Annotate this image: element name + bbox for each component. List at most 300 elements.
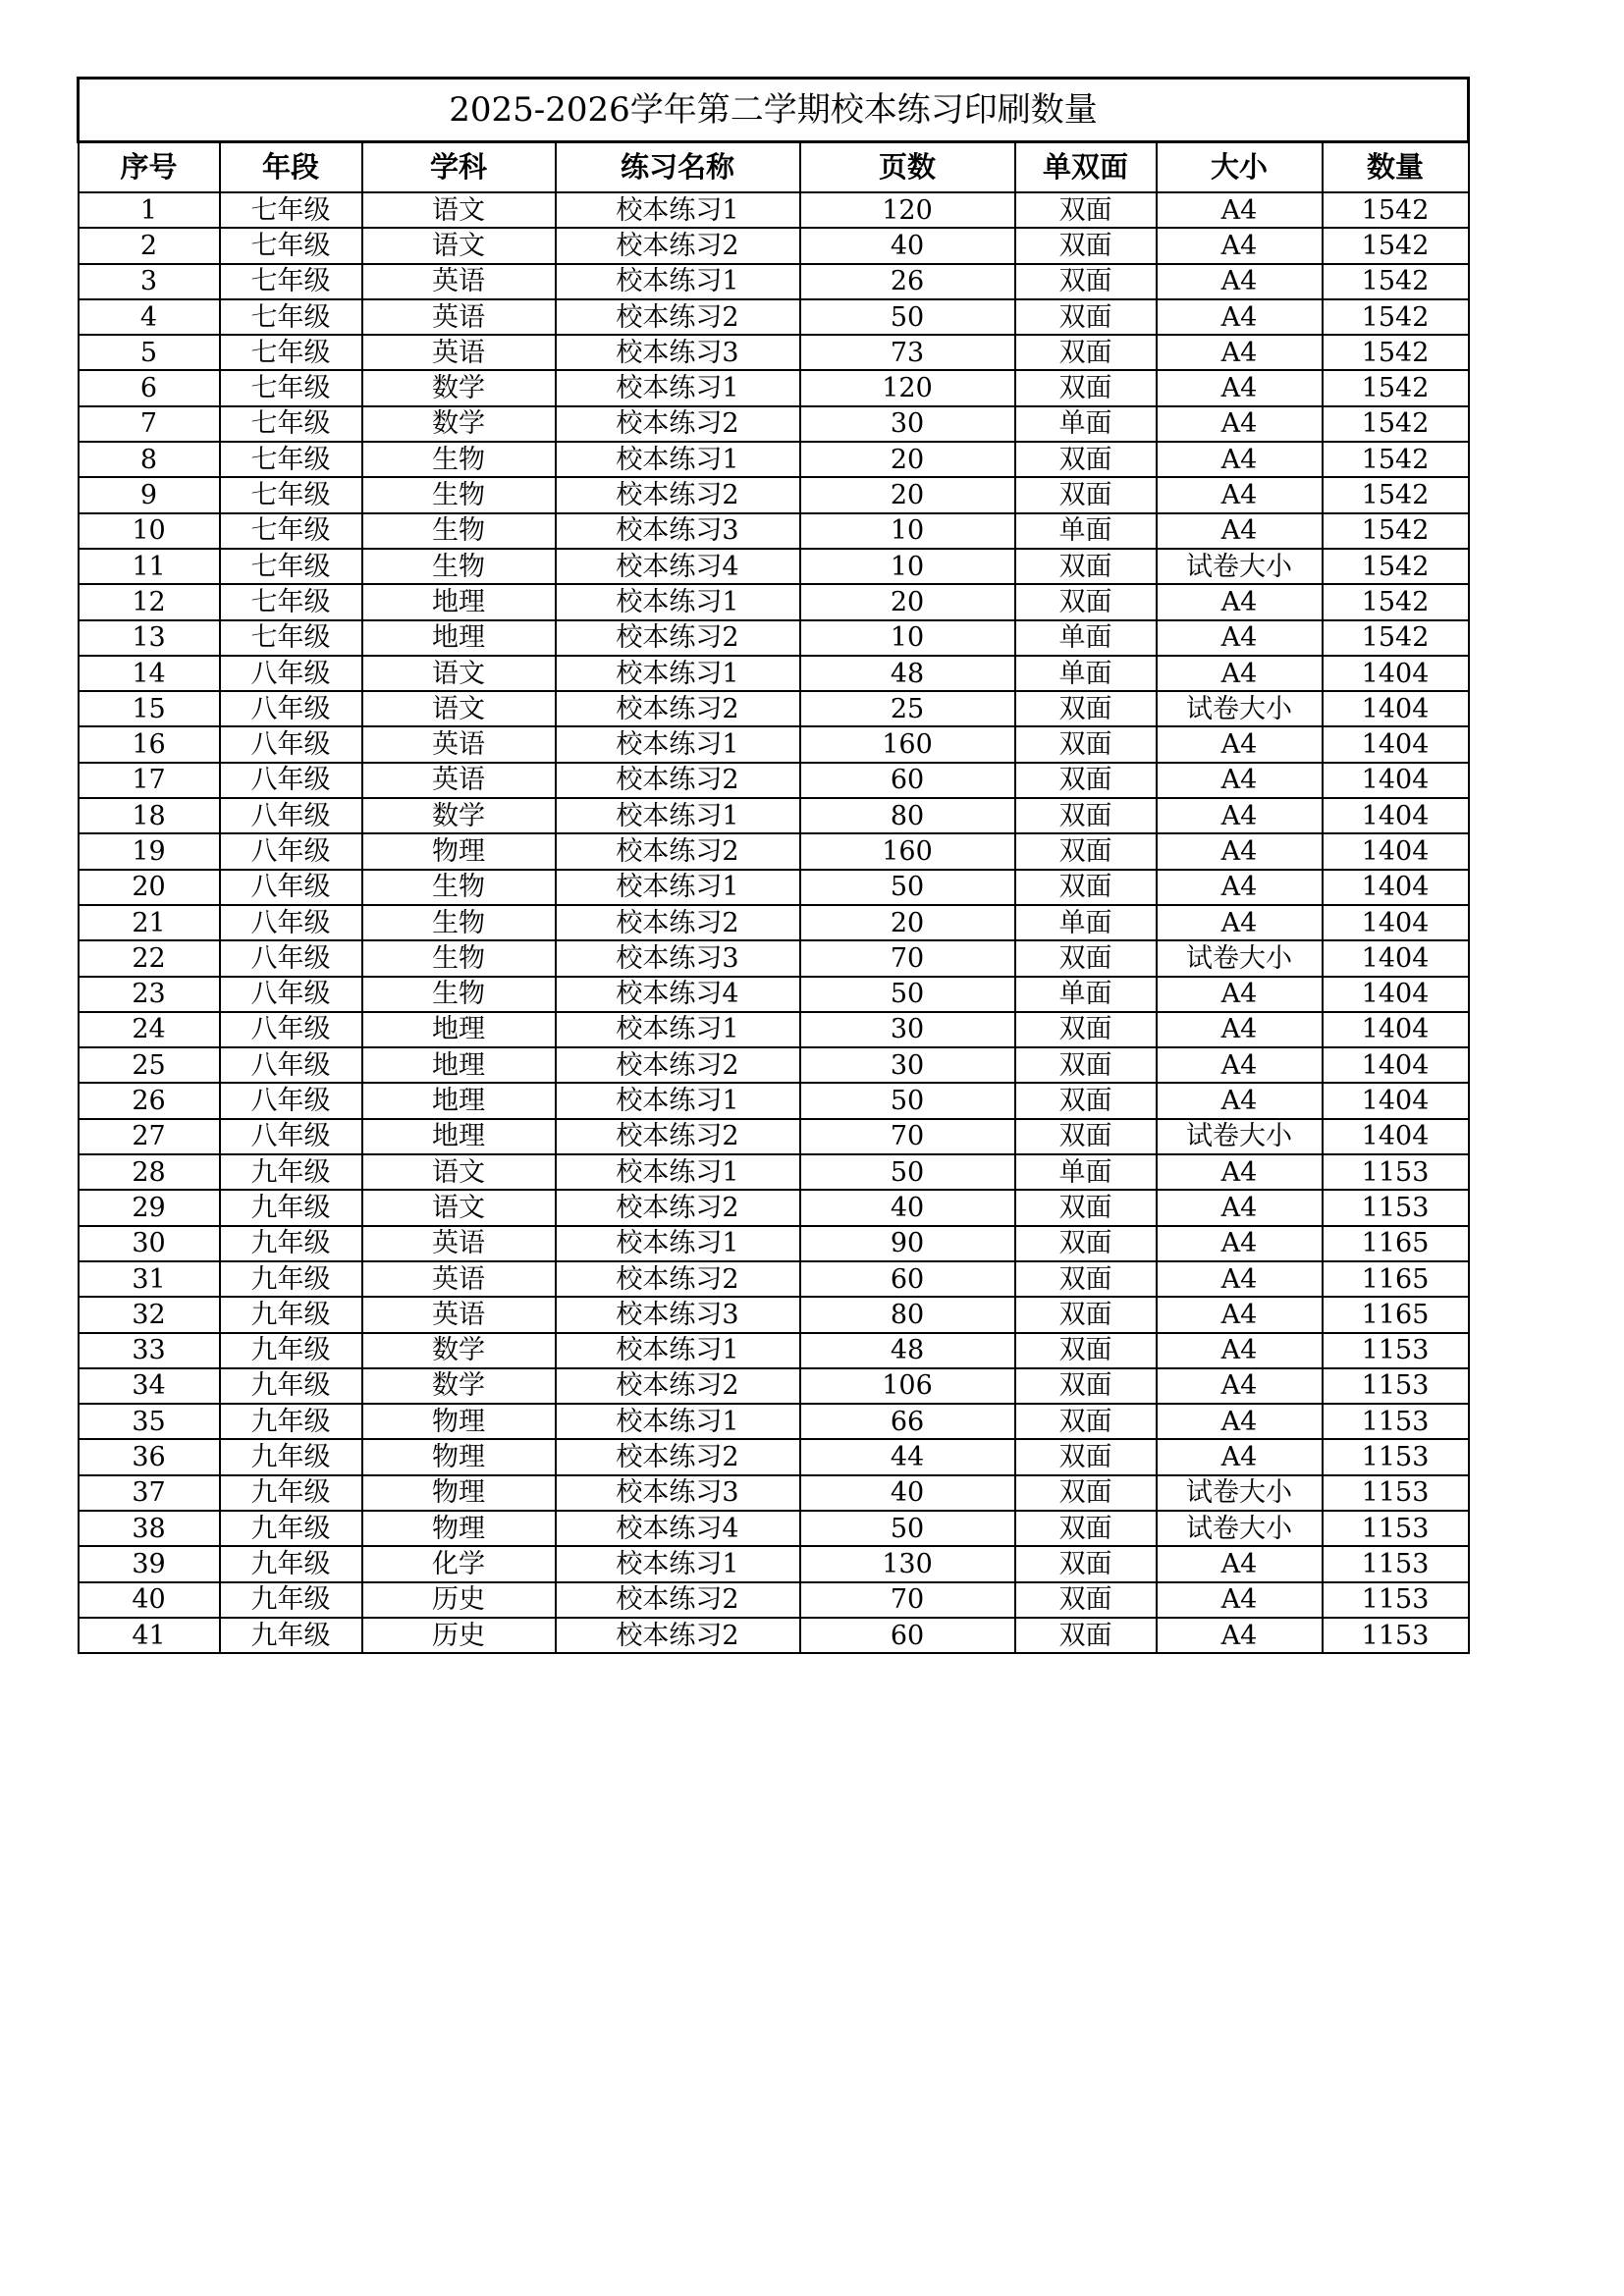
cell-grade: 八年级	[220, 940, 362, 976]
cell-pages: 10	[800, 513, 1015, 549]
cell-index: 3	[79, 264, 220, 299]
cell-quantity: 1153	[1323, 1582, 1469, 1618]
cell-grade: 八年级	[220, 798, 362, 833]
cell-exercise-name: 校本练习1	[556, 264, 800, 299]
col-header-size: 大小	[1157, 142, 1323, 193]
cell-exercise-name: 校本练习1	[556, 1154, 800, 1190]
cell-size: A4	[1157, 1190, 1323, 1225]
cell-grade: 八年级	[220, 1083, 362, 1118]
cell-pages: 160	[800, 726, 1015, 762]
cell-sides: 双面	[1015, 1333, 1157, 1368]
cell-grade: 九年级	[220, 1154, 362, 1190]
cell-index: 1	[79, 192, 220, 228]
table-row	[79, 264, 1469, 299]
cell-grade: 八年级	[220, 870, 362, 905]
cell-sides: 双面	[1015, 691, 1157, 726]
cell-subject: 英语	[362, 1261, 556, 1297]
cell-subject: 数学	[362, 1333, 556, 1368]
cell-quantity: 1153	[1323, 1618, 1469, 1653]
cell-pages: 80	[800, 1297, 1015, 1332]
table-row	[79, 370, 1469, 405]
cell-index: 17	[79, 763, 220, 798]
cell-subject: 英语	[362, 264, 556, 299]
cell-sides: 双面	[1015, 370, 1157, 405]
cell-index: 24	[79, 1012, 220, 1047]
cell-size: A4	[1157, 335, 1323, 370]
cell-sides: 双面	[1015, 1012, 1157, 1047]
cell-index: 2	[79, 228, 220, 263]
cell-pages: 50	[800, 977, 1015, 1012]
cell-pages: 73	[800, 335, 1015, 370]
cell-pages: 60	[800, 763, 1015, 798]
cell-quantity: 1153	[1323, 1333, 1469, 1368]
cell-quantity: 1404	[1323, 905, 1469, 940]
cell-subject: 语文	[362, 1154, 556, 1190]
cell-quantity: 1542	[1323, 370, 1469, 405]
cell-sides: 双面	[1015, 1297, 1157, 1332]
cell-pages: 20	[800, 442, 1015, 477]
cell-grade: 九年级	[220, 1226, 362, 1261]
cell-pages: 80	[800, 798, 1015, 833]
cell-exercise-name: 校本练习2	[556, 1368, 800, 1404]
cell-pages: 66	[800, 1404, 1015, 1439]
cell-quantity: 1542	[1323, 620, 1469, 656]
table-row	[79, 763, 1469, 798]
table-row	[79, 726, 1469, 762]
cell-grade: 九年级	[220, 1261, 362, 1297]
cell-subject: 地理	[362, 1012, 556, 1047]
table-row	[79, 1333, 1469, 1368]
cell-size: 试卷大小	[1157, 1475, 1323, 1511]
cell-index: 31	[79, 1261, 220, 1297]
cell-index: 18	[79, 798, 220, 833]
cell-exercise-name: 校本练习4	[556, 977, 800, 1012]
cell-exercise-name: 校本练习3	[556, 335, 800, 370]
cell-size: A4	[1157, 192, 1323, 228]
cell-grade: 七年级	[220, 228, 362, 263]
cell-sides: 双面	[1015, 584, 1157, 619]
cell-exercise-name: 校本练习1	[556, 1226, 800, 1261]
cell-quantity: 1404	[1323, 691, 1469, 726]
cell-pages: 20	[800, 905, 1015, 940]
cell-exercise-name: 校本练习2	[556, 620, 800, 656]
cell-subject: 历史	[362, 1582, 556, 1618]
cell-subject: 生物	[362, 513, 556, 549]
cell-size: A4	[1157, 1618, 1323, 1653]
cell-subject: 语文	[362, 1190, 556, 1225]
table-row	[79, 691, 1469, 726]
cell-index: 33	[79, 1333, 220, 1368]
cell-size: A4	[1157, 1047, 1323, 1083]
table-row	[79, 905, 1469, 940]
cell-pages: 160	[800, 833, 1015, 869]
cell-exercise-name: 校本练习2	[556, 691, 800, 726]
table-row	[79, 584, 1469, 619]
table-row	[79, 1404, 1469, 1439]
cell-sides: 双面	[1015, 1261, 1157, 1297]
cell-grade: 八年级	[220, 1012, 362, 1047]
cell-index: 12	[79, 584, 220, 619]
table-row	[79, 1190, 1469, 1225]
cell-exercise-name: 校本练习3	[556, 1297, 800, 1332]
col-header-exercise-name: 练习名称	[556, 142, 800, 193]
table-row	[79, 620, 1469, 656]
cell-index: 41	[79, 1618, 220, 1653]
cell-pages: 50	[800, 870, 1015, 905]
cell-pages: 120	[800, 370, 1015, 405]
cell-grade: 九年级	[220, 1582, 362, 1618]
cell-quantity: 1404	[1323, 656, 1469, 691]
cell-sides: 单面	[1015, 620, 1157, 656]
cell-grade: 七年级	[220, 513, 362, 549]
cell-index: 34	[79, 1368, 220, 1404]
cell-exercise-name: 校本练习1	[556, 1404, 800, 1439]
cell-size: A4	[1157, 763, 1323, 798]
cell-sides: 双面	[1015, 549, 1157, 584]
table-row	[79, 1582, 1469, 1618]
cell-size: A4	[1157, 905, 1323, 940]
cell-exercise-name: 校本练习1	[556, 370, 800, 405]
cell-index: 7	[79, 406, 220, 442]
cell-size: A4	[1157, 1297, 1323, 1332]
cell-exercise-name: 校本练习1	[556, 656, 800, 691]
cell-subject: 物理	[362, 1511, 556, 1546]
cell-quantity: 1542	[1323, 264, 1469, 299]
cell-size: A4	[1157, 833, 1323, 869]
cell-index: 40	[79, 1582, 220, 1618]
cell-exercise-name: 校本练习2	[556, 1047, 800, 1083]
cell-grade: 七年级	[220, 406, 362, 442]
cell-sides: 双面	[1015, 1404, 1157, 1439]
cell-index: 11	[79, 549, 220, 584]
cell-sides: 单面	[1015, 406, 1157, 442]
cell-size: A4	[1157, 1404, 1323, 1439]
cell-size: A4	[1157, 1439, 1323, 1474]
table-title: 2025-2026学年第二学期校本练习印刷数量	[79, 79, 1469, 142]
cell-quantity: 1404	[1323, 726, 1469, 762]
cell-index: 29	[79, 1190, 220, 1225]
cell-index: 37	[79, 1475, 220, 1511]
cell-exercise-name: 校本练习2	[556, 1119, 800, 1154]
cell-grade: 七年级	[220, 264, 362, 299]
col-header-pages: 页数	[800, 142, 1015, 193]
cell-size: A4	[1157, 370, 1323, 405]
cell-subject: 数学	[362, 370, 556, 405]
cell-size: A4	[1157, 798, 1323, 833]
cell-exercise-name: 校本练习2	[556, 299, 800, 335]
cell-index: 14	[79, 656, 220, 691]
cell-pages: 30	[800, 1047, 1015, 1083]
print-quantity-table	[77, 77, 1470, 1654]
cell-index: 4	[79, 299, 220, 335]
cell-exercise-name: 校本练习2	[556, 1618, 800, 1653]
cell-pages: 50	[800, 1511, 1015, 1546]
cell-sides: 双面	[1015, 870, 1157, 905]
col-header-sides: 单双面	[1015, 142, 1157, 193]
cell-quantity: 1153	[1323, 1190, 1469, 1225]
cell-sides: 双面	[1015, 264, 1157, 299]
cell-subject: 英语	[362, 299, 556, 335]
table-row	[79, 1546, 1469, 1581]
cell-size: 试卷大小	[1157, 691, 1323, 726]
cell-subject: 地理	[362, 1047, 556, 1083]
cell-index: 23	[79, 977, 220, 1012]
cell-quantity: 1404	[1323, 870, 1469, 905]
cell-quantity: 1542	[1323, 513, 1469, 549]
cell-size: 试卷大小	[1157, 940, 1323, 976]
cell-quantity: 1542	[1323, 442, 1469, 477]
cell-grade: 八年级	[220, 1119, 362, 1154]
cell-size: A4	[1157, 1012, 1323, 1047]
table-row	[79, 442, 1469, 477]
cell-subject: 数学	[362, 1368, 556, 1404]
cell-exercise-name: 校本练习3	[556, 1475, 800, 1511]
cell-subject: 语文	[362, 691, 556, 726]
cell-subject: 生物	[362, 905, 556, 940]
table-row	[79, 977, 1469, 1012]
cell-grade: 九年级	[220, 1546, 362, 1581]
cell-exercise-name: 校本练习4	[556, 549, 800, 584]
cell-exercise-name: 校本练习3	[556, 940, 800, 976]
cell-size: A4	[1157, 513, 1323, 549]
cell-sides: 双面	[1015, 1511, 1157, 1546]
table-row	[79, 477, 1469, 512]
cell-sides: 双面	[1015, 1190, 1157, 1225]
cell-quantity: 1542	[1323, 549, 1469, 584]
table-row	[79, 656, 1469, 691]
cell-exercise-name: 校本练习1	[556, 1083, 800, 1118]
table-row	[79, 798, 1469, 833]
cell-subject: 地理	[362, 1083, 556, 1118]
table-row	[79, 870, 1469, 905]
table-row	[79, 940, 1469, 976]
cell-sides: 双面	[1015, 1226, 1157, 1261]
cell-pages: 60	[800, 1261, 1015, 1297]
cell-grade: 七年级	[220, 549, 362, 584]
cell-quantity: 1404	[1323, 1119, 1469, 1154]
cell-grade: 七年级	[220, 192, 362, 228]
col-header-quantity: 数量	[1323, 142, 1469, 193]
cell-pages: 60	[800, 1618, 1015, 1653]
cell-quantity: 1404	[1323, 798, 1469, 833]
cell-sides: 双面	[1015, 763, 1157, 798]
table-row	[79, 1226, 1469, 1261]
table-row	[79, 1439, 1469, 1474]
col-header-subject: 学科	[362, 142, 556, 193]
cell-grade: 七年级	[220, 335, 362, 370]
cell-pages: 130	[800, 1546, 1015, 1581]
cell-size: A4	[1157, 1333, 1323, 1368]
cell-quantity: 1404	[1323, 763, 1469, 798]
cell-quantity: 1542	[1323, 335, 1469, 370]
cell-subject: 英语	[362, 1226, 556, 1261]
cell-pages: 70	[800, 1119, 1015, 1154]
cell-index: 13	[79, 620, 220, 656]
table-row	[79, 1047, 1469, 1083]
cell-grade: 八年级	[220, 905, 362, 940]
cell-pages: 26	[800, 264, 1015, 299]
cell-quantity: 1542	[1323, 299, 1469, 335]
cell-index: 5	[79, 335, 220, 370]
cell-subject: 生物	[362, 977, 556, 1012]
cell-subject: 英语	[362, 726, 556, 762]
cell-exercise-name: 校本练习2	[556, 1582, 800, 1618]
table-row	[79, 1261, 1469, 1297]
cell-index: 39	[79, 1546, 220, 1581]
cell-size: A4	[1157, 477, 1323, 512]
cell-sides: 双面	[1015, 1047, 1157, 1083]
cell-pages: 40	[800, 228, 1015, 263]
cell-exercise-name: 校本练习1	[556, 584, 800, 619]
cell-size: A4	[1157, 1368, 1323, 1404]
cell-grade: 八年级	[220, 763, 362, 798]
table-row	[79, 1511, 1469, 1546]
cell-subject: 物理	[362, 1475, 556, 1511]
cell-exercise-name: 校本练习4	[556, 1511, 800, 1546]
cell-size: A4	[1157, 299, 1323, 335]
cell-pages: 30	[800, 1012, 1015, 1047]
cell-subject: 英语	[362, 1297, 556, 1332]
cell-sides: 单面	[1015, 905, 1157, 940]
cell-pages: 40	[800, 1190, 1015, 1225]
cell-size: A4	[1157, 228, 1323, 263]
cell-sides: 单面	[1015, 513, 1157, 549]
cell-subject: 生物	[362, 442, 556, 477]
cell-exercise-name: 校本练习1	[556, 1012, 800, 1047]
cell-grade: 八年级	[220, 726, 362, 762]
cell-subject: 数学	[362, 406, 556, 442]
cell-pages: 30	[800, 406, 1015, 442]
cell-subject: 语文	[362, 228, 556, 263]
table-row	[79, 1618, 1469, 1653]
cell-subject: 历史	[362, 1618, 556, 1653]
cell-index: 22	[79, 940, 220, 976]
cell-index: 26	[79, 1083, 220, 1118]
cell-quantity: 1153	[1323, 1475, 1469, 1511]
table-row	[79, 549, 1469, 584]
cell-grade: 九年级	[220, 1297, 362, 1332]
cell-grade: 八年级	[220, 977, 362, 1012]
cell-size: A4	[1157, 1083, 1323, 1118]
cell-pages: 106	[800, 1368, 1015, 1404]
cell-sides: 双面	[1015, 1582, 1157, 1618]
cell-subject: 物理	[362, 1404, 556, 1439]
cell-quantity: 1153	[1323, 1368, 1469, 1404]
cell-sides: 双面	[1015, 335, 1157, 370]
cell-index: 36	[79, 1439, 220, 1474]
cell-subject: 英语	[362, 335, 556, 370]
cell-grade: 九年级	[220, 1190, 362, 1225]
col-header-index: 序号	[79, 142, 220, 193]
cell-sides: 双面	[1015, 192, 1157, 228]
cell-pages: 70	[800, 1582, 1015, 1618]
cell-grade: 九年级	[220, 1618, 362, 1653]
cell-pages: 25	[800, 691, 1015, 726]
table-row	[79, 1083, 1469, 1118]
cell-grade: 八年级	[220, 833, 362, 869]
cell-quantity: 1542	[1323, 477, 1469, 512]
cell-pages: 50	[800, 299, 1015, 335]
cell-quantity: 1542	[1323, 192, 1469, 228]
cell-sides: 单面	[1015, 977, 1157, 1012]
table-row	[79, 335, 1469, 370]
cell-size: A4	[1157, 1154, 1323, 1190]
cell-subject: 物理	[362, 833, 556, 869]
cell-exercise-name: 校本练习2	[556, 763, 800, 798]
cell-sides: 双面	[1015, 1546, 1157, 1581]
cell-quantity: 1404	[1323, 833, 1469, 869]
cell-grade: 七年级	[220, 584, 362, 619]
cell-sides: 双面	[1015, 1618, 1157, 1653]
cell-subject: 数学	[362, 798, 556, 833]
cell-sides: 双面	[1015, 798, 1157, 833]
cell-subject: 地理	[362, 620, 556, 656]
cell-size: A4	[1157, 620, 1323, 656]
cell-index: 16	[79, 726, 220, 762]
cell-size: 试卷大小	[1157, 1119, 1323, 1154]
table-row	[79, 1475, 1469, 1511]
cell-sides: 双面	[1015, 940, 1157, 976]
cell-sides: 双面	[1015, 1083, 1157, 1118]
cell-exercise-name: 校本练习2	[556, 833, 800, 869]
cell-grade: 七年级	[220, 442, 362, 477]
cell-exercise-name: 校本练习1	[556, 1333, 800, 1368]
cell-subject: 英语	[362, 763, 556, 798]
cell-index: 8	[79, 442, 220, 477]
cell-quantity: 1404	[1323, 1012, 1469, 1047]
cell-subject: 地理	[362, 584, 556, 619]
cell-size: A4	[1157, 264, 1323, 299]
cell-index: 30	[79, 1226, 220, 1261]
cell-sides: 单面	[1015, 1154, 1157, 1190]
cell-grade: 七年级	[220, 299, 362, 335]
cell-pages: 20	[800, 477, 1015, 512]
cell-subject: 生物	[362, 477, 556, 512]
cell-quantity: 1153	[1323, 1511, 1469, 1546]
table-row	[79, 1297, 1469, 1332]
cell-grade: 七年级	[220, 370, 362, 405]
cell-quantity: 1542	[1323, 406, 1469, 442]
cell-index: 27	[79, 1119, 220, 1154]
cell-grade: 九年级	[220, 1511, 362, 1546]
cell-grade: 九年级	[220, 1439, 362, 1474]
cell-pages: 70	[800, 940, 1015, 976]
cell-grade: 八年级	[220, 691, 362, 726]
cell-pages: 50	[800, 1154, 1015, 1190]
cell-size: A4	[1157, 1226, 1323, 1261]
cell-quantity: 1542	[1323, 584, 1469, 619]
cell-pages: 10	[800, 549, 1015, 584]
cell-size: A4	[1157, 726, 1323, 762]
cell-index: 35	[79, 1404, 220, 1439]
cell-size: A4	[1157, 656, 1323, 691]
cell-subject: 化学	[362, 1546, 556, 1581]
cell-pages: 40	[800, 1475, 1015, 1511]
cell-index: 10	[79, 513, 220, 549]
cell-quantity: 1153	[1323, 1154, 1469, 1190]
cell-quantity: 1153	[1323, 1404, 1469, 1439]
cell-quantity: 1404	[1323, 1047, 1469, 1083]
cell-subject: 生物	[362, 549, 556, 584]
cell-quantity: 1404	[1323, 977, 1469, 1012]
cell-size: A4	[1157, 406, 1323, 442]
cell-quantity: 1404	[1323, 1083, 1469, 1118]
cell-index: 32	[79, 1297, 220, 1332]
cell-subject: 生物	[362, 870, 556, 905]
cell-size: A4	[1157, 1546, 1323, 1581]
cell-sides: 双面	[1015, 726, 1157, 762]
cell-index: 25	[79, 1047, 220, 1083]
